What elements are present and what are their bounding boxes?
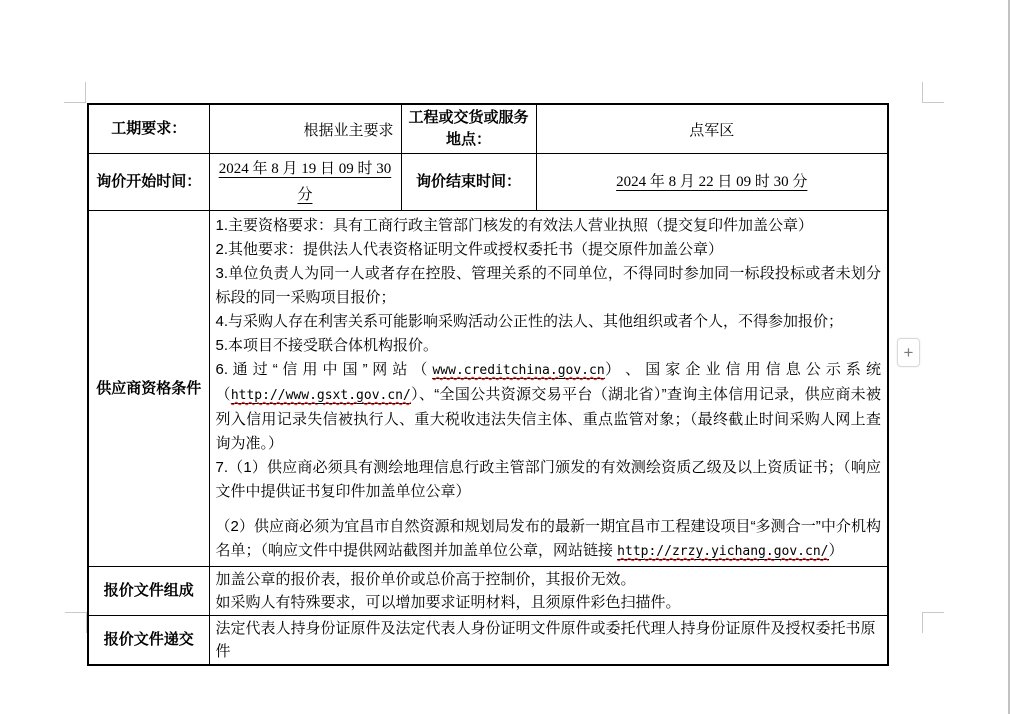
quote-submission-label-cell: 报价文件递交	[88, 616, 209, 666]
qual-paragraph-6	[216, 358, 882, 456]
qual-p6-text-3: ）、“全国公共资源交易平台（湖北省）”查询主体信用记录，供应商未被列入信用记录失信被执行人、重大税收违法失信主体、重点监管对象；（最终截止时间采购人网上查询为准。）	[215, 386, 881, 452]
gsxt-url: http://www.gsxt.gov.cn/	[230, 388, 411, 403]
yichang-zrzy-url: http://zrzy.yichang.gov.cn/	[617, 544, 829, 559]
margin-crop-mark-top-left	[64, 82, 86, 103]
submission-line-1: 法定代表人持身份证原件及法定代表人身份证明文件原件或委托代理人持身份证原件及授权委托书原件	[215, 620, 876, 660]
inquiry-start-datetime: 2024 年 8 月 19 日 09 时 30 分	[218, 161, 392, 203]
qual-paragraph-4: 4.与采购人存在利害关系可能影响采购活动公正性的法人、其他组织或者个人，不得参加报价；	[215, 313, 844, 330]
qual-p6-text-2: ） 、 国 家 企 业 信 用 信 息 公 示 系 统（	[215, 361, 881, 403]
qual-paragraph-3: 3.单位负责人为同一人或者存在控股、管理关系的不同单位，不得同时参加同一标段投标或者未划分标段的同一采购项目报价；	[215, 265, 881, 306]
inquiry-start-label-cell: 询价开始时间：	[88, 154, 209, 211]
inquiry-end-label-cell: 询价结束时间：	[401, 154, 536, 211]
qual-paragraph-8	[216, 515, 882, 564]
quote-composition-content-cell	[209, 567, 888, 616]
table-row-quote-composition	[88, 567, 888, 616]
qual-paragraph-2: 2.其他要求：提供法人代表资格证明文件或授权委托书（提交原件加盖公章）	[215, 241, 724, 258]
creditchina-url: www.creditchina.gov.cn	[432, 363, 605, 378]
table-row-quote-submission	[88, 616, 888, 666]
inquiry-end-datetime: 2024 年 8 月 22 日 09 时 30 分	[616, 174, 808, 190]
location-value-cell: 点军区	[536, 104, 888, 154]
qual-p8-text-1: （2）供应商必须为宜昌市自然资源和规划局发布的最新一期宜昌市工程建设项目“多测合一”中介机构名单；（响应文件中提供网站截图并加盖单位公章，网站链接	[215, 518, 881, 559]
quote-submission-content-cell	[209, 616, 888, 666]
margin-crop-mark-top-right	[922, 82, 944, 103]
qual-paragraph-7: 7.（1）供应商必须具有测绘地理信息行政主管部门颁发的有效测绘资质乙级及以上资质证书；（响应文件中提供证书复印件加盖单位公章）	[215, 459, 881, 500]
margin-crop-mark-bottom-left	[65, 612, 87, 633]
duration-value-cell: 根据业主要求	[209, 104, 401, 154]
qual-paragraph-5: 5.本项目不接受联合体机构报价。	[215, 337, 439, 354]
qual-p8-text-2: ）	[828, 542, 844, 559]
qualification-label-cell: 供应商资格条件	[88, 211, 209, 567]
inquiry-end-value-cell	[536, 154, 888, 211]
inquiry-info-table	[87, 103, 889, 666]
table-row-inquiry-time	[88, 154, 888, 211]
qualification-content-cell	[209, 211, 888, 567]
table-row-qualification	[88, 211, 888, 567]
table-row-schedule	[88, 104, 888, 154]
composition-line-2: 如采购人有特殊要求，可以增加要求证明材料，且须原件彩色扫描件。	[215, 594, 681, 611]
qual-paragraph-1: 1.主要资格要求：具有工商行政主管部门核发的有效法人营业执照（提交复印件加盖公章）	[215, 217, 814, 234]
inquiry-start-value-cell	[209, 154, 401, 211]
duration-label-cell: 工期要求：	[88, 104, 209, 154]
location-label-cell: 工程或交货或服务地点：	[401, 104, 536, 154]
quote-composition-label-cell: 报价文件组成	[88, 567, 209, 616]
qual-p6-text-1: 6. 通 过 “ 信 用 中 国 ” 网 站 （	[215, 361, 433, 378]
add-comment-button[interactable]: +	[897, 338, 920, 367]
margin-crop-mark-bottom-right	[922, 612, 944, 633]
composition-line-1: 加盖公章的报价表，报价单价或总价高于控制价，其报价无效。	[215, 571, 636, 588]
